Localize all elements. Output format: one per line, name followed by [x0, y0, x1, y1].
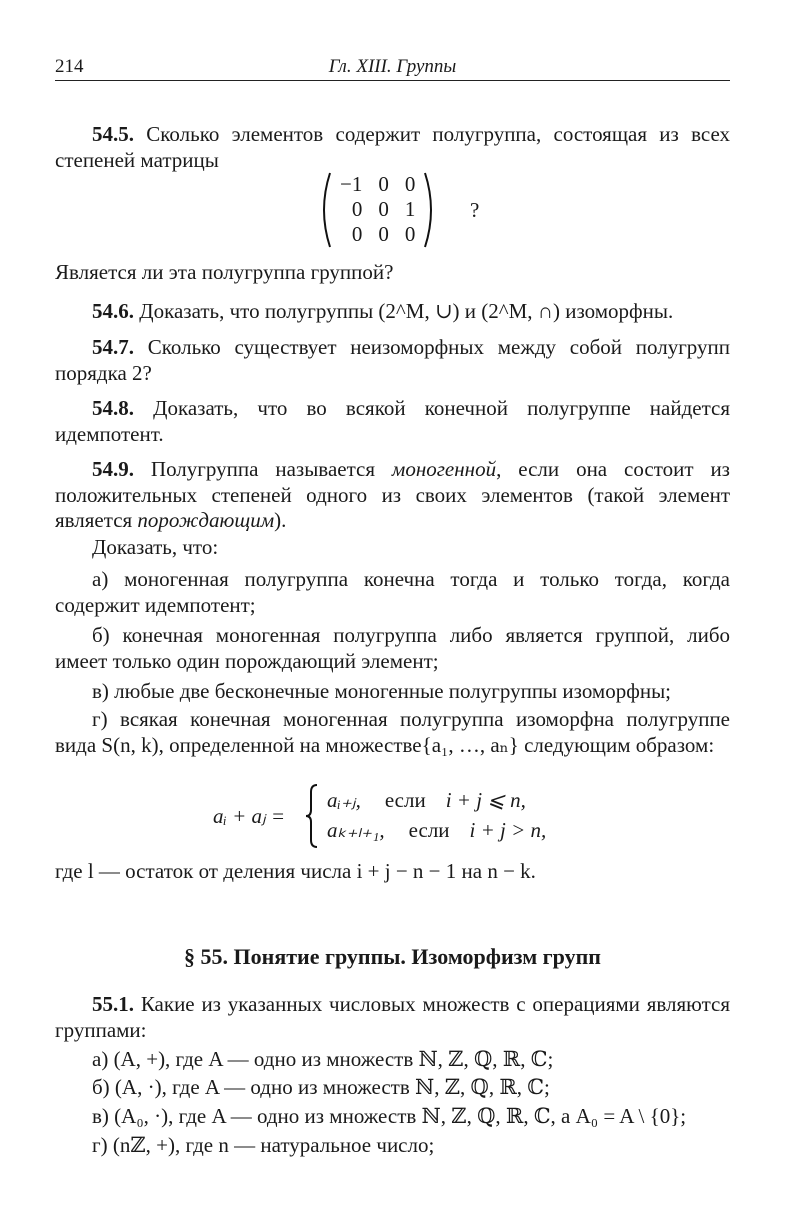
problem-text: Какие из указанных числовых множеств с операциями являются группами: — [55, 992, 730, 1042]
item-b: б) конечная моногенная полугруппа либо является группой, либо имеет только один порождающий элемент; — [55, 623, 730, 673]
item-v: в) любые две бесконечные моногенные полугруппы изоморфны; — [92, 679, 672, 703]
item-g: г) (nℤ, +), где n — натуральное число; — [92, 1133, 435, 1157]
matrix-cell: −1 — [340, 172, 363, 196]
problem-54-5 — [55, 122, 730, 173]
problem-55-1 — [55, 992, 730, 1043]
page-header — [55, 56, 730, 80]
problem-54-7 — [55, 335, 730, 386]
right-paren — [423, 172, 437, 248]
term-monogenic: моногенной — [391, 457, 497, 481]
case2-value: aₖ₊ₗ₊₁, — [327, 818, 385, 842]
item-a: а) (A, +), где A — одно из множеств ℕ, ℤ, ℚ, ℝ, ℂ; — [92, 1047, 554, 1071]
prove-intro: Доказать, что: — [92, 535, 219, 559]
running-title: Гл. XIII. Группы — [328, 56, 457, 77]
problem-54-6 — [55, 299, 730, 325]
item-b: б) (A, ·), где A — одно из множеств ℕ, ℤ, ℚ, ℝ, ℂ; — [92, 1075, 550, 1099]
item-g: г) всякая конечная моногенная полугруппа изоморфна полугруппе вида S(n, k), определенной на множестве{a₁, …, aₙ} следующим образом: — [55, 707, 730, 757]
matrix-cell: 0 — [351, 222, 363, 246]
matrix-cell: 0 — [404, 172, 416, 196]
header-rule — [55, 80, 730, 81]
case1-condition: i + j ⩽ n, — [445, 788, 526, 812]
matrix-row — [332, 172, 423, 197]
matrix-cell: 0 — [378, 197, 389, 221]
case1-value: aᵢ₊ⱼ, — [327, 788, 361, 812]
problem-label: 54.6. — [92, 299, 134, 323]
page-number: 214 — [55, 56, 84, 77]
problem-text: Сколько элементов содержит полугруппа, состоящая из всех степеней матрицы — [55, 122, 730, 172]
formula-lhs: aᵢ + aⱼ = — [213, 804, 286, 828]
matrix-cell: 0 — [378, 222, 389, 246]
problem-label: 54.7. — [92, 335, 134, 359]
section-heading: § 55. Понятие группы. Изоморфизм групп — [184, 944, 601, 969]
term-generating: порождающим — [137, 508, 275, 532]
problem-label: 54.9. — [92, 457, 134, 481]
matrix-cell: 0 — [404, 222, 416, 246]
case2-condition: i + j > n, — [469, 818, 547, 842]
matrix-cell: 1 — [404, 197, 416, 221]
problem-label: 54.8. — [92, 396, 134, 420]
problem-54-9: 54.9. Полугруппа называется моногенной, если она состоит из положительных степеней одного из своих элементов (такой элемент является порождающим). — [55, 457, 730, 532]
problem-text: Доказать, что во всякой конечной полугруппе найдется идемпотент. — [55, 396, 731, 446]
problem-label: 55.1. — [92, 992, 134, 1016]
question-mark: ? — [470, 198, 480, 222]
matrix — [318, 172, 480, 248]
matrix-cell: 0 — [351, 197, 363, 221]
remainder-definition: где l — остаток от деления числа i + j − n − 1 на n − k. — [55, 859, 536, 883]
problem-54-8 — [55, 396, 730, 447]
problem-text: Сколько существует неизоморфных между собой полугрупп порядка 2? — [55, 335, 731, 385]
matrix-row — [332, 222, 423, 247]
problem-54-5-question: Является ли эта полугруппа группой? — [55, 260, 394, 284]
matrix-row — [332, 197, 423, 222]
matrix-cell: 0 — [378, 172, 389, 196]
left-paren — [318, 172, 332, 248]
problem-label: 54.5. — [92, 122, 134, 146]
item-a: а) моногенная полугруппа конечна тогда и только тогда, когда содержит идемпотент; — [55, 567, 730, 617]
problem-text: Доказать, что полугруппы (2^M, ∪) и (2^M, ∩) изоморфны. — [139, 299, 674, 323]
item-v: в) (A₀, ·), где A — одно из множеств ℕ, ℤ, ℚ, ℝ, ℂ, а A₀ = A \ {0}; — [92, 1104, 687, 1128]
brace-icon — [305, 784, 319, 848]
